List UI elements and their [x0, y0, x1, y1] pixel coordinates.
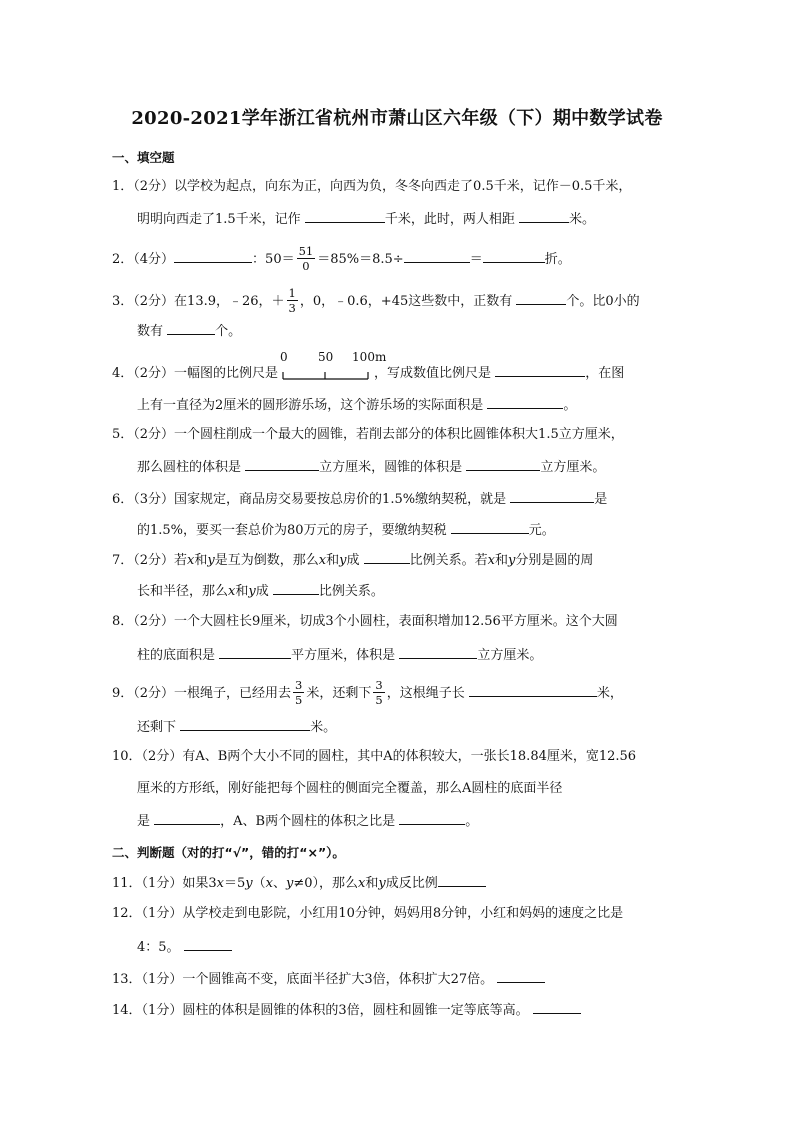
- scale-bar: [280, 350, 387, 382]
- var-y: y: [285, 876, 294, 891]
- question-1-text-b3: 米。: [568, 212, 595, 227]
- answer-blank[interactable]: [469, 684, 597, 697]
- question-3-line-2: [137, 322, 241, 340]
- fraction: [297, 245, 316, 272]
- text-and: 和: [495, 553, 509, 568]
- answer-blank[interactable]: [451, 521, 529, 534]
- question-7-text-g: 比例关系。: [318, 584, 384, 599]
- answer-blank[interactable]: [219, 646, 291, 659]
- question-13-line-1: [112, 970, 545, 988]
- fraction-denominator: 5: [375, 693, 383, 707]
- question-4-text-e: 。: [563, 398, 577, 413]
- question-8-line-2: [137, 646, 542, 664]
- question-9-text-b: 米，还剩下: [306, 686, 372, 701]
- question-8-line-1: [112, 614, 618, 630]
- question-9-text-d: 米，: [596, 686, 623, 701]
- question-11-text-e: ≠0），那么: [293, 876, 358, 891]
- answer-blank[interactable]: [184, 938, 232, 951]
- text-and: 和: [235, 584, 249, 599]
- question-1-text-b2: 千米，此时，两人相距: [384, 212, 515, 227]
- answer-blank[interactable]: [174, 250, 252, 263]
- question-5-line-1: [112, 427, 624, 443]
- question-11-line-1: [112, 874, 486, 892]
- question-9-line-2: [137, 718, 336, 736]
- answer-blank[interactable]: [180, 718, 310, 731]
- var-x: x: [187, 553, 195, 568]
- question-10-line-2: [137, 781, 562, 797]
- question-3-text-c: 个。比0小的: [566, 294, 640, 309]
- scale-label-100m: 100m: [352, 350, 387, 364]
- answer-blank[interactable]: [516, 292, 566, 305]
- question-5-text-b: 那么圆柱的体积是: [137, 460, 242, 475]
- question-9-text-e: 还剩下: [137, 720, 177, 735]
- question-8-text-b: 柱的底面积是: [137, 648, 216, 663]
- answer-blank[interactable]: [399, 812, 465, 825]
- fraction: [287, 287, 298, 314]
- answer-blank[interactable]: [519, 210, 569, 223]
- question-12-text-b: 4：5。: [137, 940, 180, 955]
- question-7-line-1: [112, 551, 593, 569]
- question-1-line-2: [137, 210, 595, 228]
- question-4-text-a: 4．（2分）一幅图的比例尺是: [112, 366, 279, 381]
- question-7-line-2: [137, 582, 384, 600]
- scale-ruler-graphic: [282, 372, 370, 380]
- question-8-text-a: 8．（2分）一个大圆柱长9厘米，切成3个小圆柱，表面积增加12.56平方厘米。这个大圆: [112, 614, 618, 629]
- question-7-text-e: 分别是圆的周: [515, 553, 594, 568]
- answer-blank[interactable]: [487, 396, 563, 409]
- question-5-text-a: 5．（2分）一个圆柱削成一个最大的圆锥，若削去部分的体积比圆锥体积大1.5立方厘米，: [112, 427, 624, 442]
- question-2-line-1: [112, 246, 571, 273]
- question-7-text-c: 成: [255, 584, 269, 599]
- question-11-text-a: 11．（1分）如果3: [112, 876, 217, 891]
- answer-blank[interactable]: [438, 874, 486, 887]
- fraction-denominator: 3: [288, 301, 296, 315]
- question-9-line-1: [112, 680, 623, 707]
- question-12-text-a: 12．（1分）从学校走到电影院，小红用10分钟，妈妈用8分钟，小红和妈妈的速度之比是: [112, 906, 624, 921]
- fraction-denominator: 5: [295, 693, 303, 707]
- question-2-text-a: 2．（4分）: [112, 252, 175, 267]
- answer-blank[interactable]: [364, 551, 410, 564]
- question-12-line-1: [112, 906, 623, 922]
- question-10-text-c: 是: [137, 814, 151, 829]
- answer-blank[interactable]: [154, 812, 220, 825]
- question-9-text-f: 米。: [310, 720, 337, 735]
- fraction-denominator: 0: [302, 259, 310, 273]
- question-2-text-e: 折。: [544, 252, 571, 267]
- question-11-text-d: 、: [272, 876, 286, 891]
- question-4-line-2: [137, 396, 576, 414]
- exam-title: 2020-2021学年浙江省杭州市萧山区六年级（下）期中数学试卷: [131, 108, 663, 129]
- var-y: y: [207, 553, 215, 568]
- var-x: x: [228, 584, 236, 599]
- answer-blank[interactable]: [497, 970, 545, 983]
- var-y: y: [245, 876, 253, 891]
- text-and: 和: [326, 553, 340, 568]
- question-1-text-b1: 明明向西走了1.5千米，记作: [137, 212, 301, 227]
- question-11-text-c: （: [252, 876, 266, 891]
- var-x: x: [487, 553, 496, 568]
- question-10-line-1: [112, 749, 636, 765]
- var-y: y: [248, 584, 256, 599]
- question-2-text-b: ：50＝: [252, 252, 295, 267]
- question-7-text-f: 长和半径，那么: [137, 584, 229, 599]
- question-2-text-c: ＝85%＝8.5÷: [317, 252, 404, 267]
- var-x: x: [265, 876, 273, 891]
- question-5-text-d: 立方厘米。: [540, 460, 606, 475]
- question-13-text-a: 13．（1分）一个圆锥高不变，底面半径扩大3倍，体积扩大27倍。: [112, 972, 494, 987]
- question-8-text-d: 立方厘米。: [477, 648, 543, 663]
- answer-blank[interactable]: [399, 646, 477, 659]
- answer-blank[interactable]: [495, 364, 585, 377]
- fraction: [373, 679, 384, 706]
- fraction-numerator: 1: [288, 286, 296, 300]
- question-3-text-a: 3．（2分）在13.9，﹣26，＋: [112, 294, 285, 309]
- question-7-text-b: 是互为倒数，那么: [214, 553, 319, 568]
- question-7-text-d: 比例关系。若: [409, 553, 488, 568]
- question-14-text-a: 14．（1分）圆柱的体积是圆锥的体积的3倍，圆柱和圆锥一定等底等高。: [112, 1003, 529, 1018]
- var-y: y: [339, 553, 347, 568]
- question-1-line-1: [112, 179, 631, 195]
- question-6-text-c: 的1.5%，要买一套总价为80万元的房子，要缴纳契税: [137, 523, 447, 538]
- question-6-text-b: 是: [594, 492, 608, 507]
- question-5-text-c: 立方厘米，圆锥的体积是: [319, 460, 463, 475]
- question-12-line-2: [137, 938, 232, 956]
- question-3-text-b: ，0，﹣0.6，+45这些数中，正数有: [299, 294, 513, 309]
- answer-blank[interactable]: [245, 458, 319, 471]
- question-11-text-g: 成反比例: [385, 876, 438, 891]
- var-x: x: [216, 876, 224, 891]
- question-3-text-e: 个。: [215, 324, 242, 339]
- question-10-text-e: 。: [465, 814, 479, 829]
- var-x: x: [318, 553, 327, 568]
- var-x: x: [357, 876, 366, 891]
- answer-blank[interactable]: [167, 322, 215, 335]
- answer-blank[interactable]: [305, 210, 385, 223]
- question-4-text-b: ，写成数值比例尺是: [374, 366, 492, 381]
- question-6-text-d: 元。: [528, 523, 555, 538]
- answer-blank[interactable]: [533, 1001, 581, 1014]
- question-10-text-d: ，A、B两个圆柱的体积之比是: [220, 814, 396, 829]
- section-fill-in-blank-heading: 一、填空题: [112, 150, 175, 165]
- var-y: y: [508, 553, 516, 568]
- text-and: 和: [194, 553, 208, 568]
- scale-label-50: 50: [318, 350, 334, 364]
- question-4-text-d: 上有一直径为2厘米的圆形游乐场，这个游乐场的实际面积是: [137, 398, 484, 413]
- question-11-text-b: ＝5: [223, 876, 246, 891]
- answer-blank[interactable]: [404, 250, 470, 263]
- question-3-line-1: [112, 288, 640, 315]
- fraction-numerator: 3: [375, 678, 383, 692]
- fraction-numerator: 3: [295, 678, 303, 692]
- question-3-text-d: 数有: [137, 324, 164, 339]
- question-1-text: 1．（2分）以学校为起点，向东为正，向西为负，冬冬向西走了0.5千米，记作－0.5千米，: [112, 179, 632, 194]
- question-6-line-1: [112, 490, 607, 508]
- question-10-text-b: 厘米的方形纸，刚好能把每个圆柱的侧面完全覆盖，那么A圆柱的底面半径: [137, 781, 563, 796]
- question-9-text-c: ，这根绳子长: [386, 686, 465, 701]
- var-y: y: [378, 876, 386, 891]
- question-5-line-2: [137, 458, 605, 476]
- question-6-text-a: 6．（3分）国家规定，商品房交易要按总房价的1.5%缴纳契税，就是: [112, 492, 507, 507]
- answer-blank[interactable]: [483, 250, 545, 263]
- question-7-text-a: 7．（2分）若: [112, 553, 188, 568]
- question-4-text-c: ，在图: [585, 366, 625, 381]
- question-11-text-f: 和: [365, 876, 379, 891]
- question-2-text-d: ＝: [469, 252, 483, 267]
- question-14-line-1: [112, 1001, 581, 1019]
- question-10-line-3: [137, 812, 478, 830]
- answer-blank[interactable]: [273, 582, 319, 595]
- scale-label-0: 0: [280, 350, 288, 364]
- question-6-line-2: [137, 521, 555, 539]
- question-4-line-1: [112, 350, 625, 382]
- question-10-text-a: 10．（2分）有A、B两个大小不同的圆柱，其中A的体积较大，一张长18.84厘米，宽12.56: [112, 749, 637, 764]
- fraction: [293, 679, 304, 706]
- answer-blank[interactable]: [510, 490, 594, 503]
- fraction-numerator: 51: [298, 244, 314, 258]
- question-9-text-a: 9．（2分）一根绳子，已经用去: [112, 686, 292, 701]
- section-true-false-heading: 二、判断题（对的打“√”，错的打“×”）。: [112, 845, 345, 860]
- answer-blank[interactable]: [466, 458, 540, 471]
- question-8-text-c: 平方厘米，体积是: [291, 648, 396, 663]
- question-7-text-c: 成: [346, 553, 360, 568]
